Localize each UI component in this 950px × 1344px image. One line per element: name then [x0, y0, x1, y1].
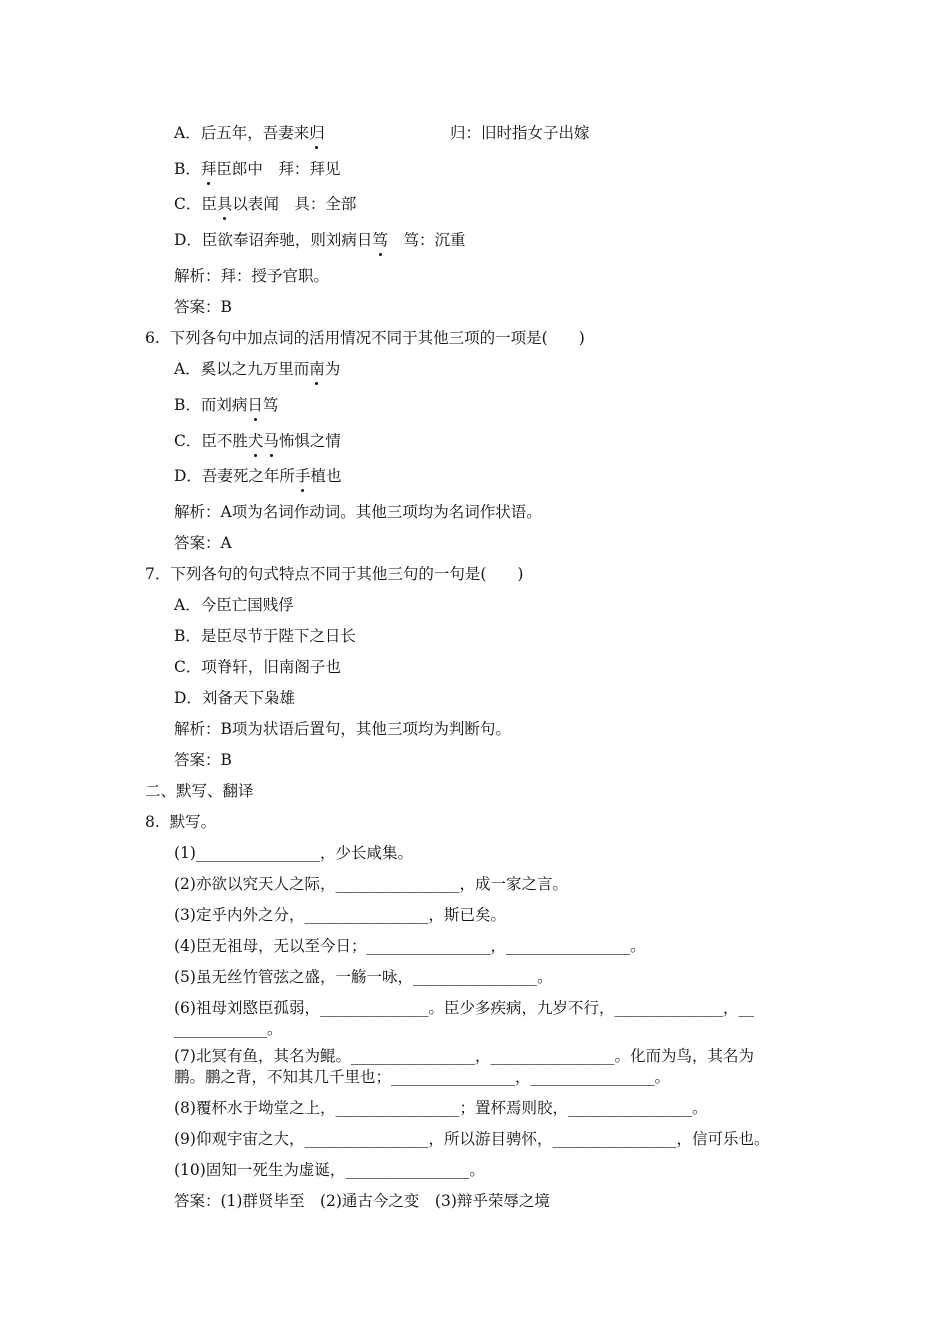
- q7-option-b: B．是臣尽节于陛下之日长: [174, 627, 356, 645]
- q8-line-6a: (6)祖母刘愍臣孤弱，______________。臣少多疾病，九岁不行，______________，__: [174, 999, 754, 1017]
- emphasis-dot-char: 归: [309, 124, 325, 142]
- q6-stem: 6. 下列各句中加点词的活用情况不同于其他三项的一项是( ): [145, 329, 585, 347]
- emphasis-dot-char: 笃: [372, 231, 388, 249]
- q5-option-d: D．臣欲奉诏奔驰，则刘病日笃 笃：沉重: [174, 231, 466, 249]
- q8-line-9: (9)仰观宇宙之大，________________，所以游目骋怀，________________，信可乐也。: [174, 1130, 770, 1148]
- emphasis-dot-char: 具: [216, 195, 233, 213]
- q6-option-b: B．而刘病日笃: [174, 396, 279, 414]
- q8-line-5: (5)虽无丝竹管弦之盛，一觞一咏，________________。: [174, 968, 553, 986]
- emphasis-dot-char: 南: [309, 360, 325, 378]
- q8-line-8: (8)覆杯水于坳堂之上，________________；置杯焉则胶，________________。: [174, 1099, 708, 1117]
- q8-line-1: (1)________________，少长咸集。: [174, 844, 413, 862]
- q8-line-4: (4)臣无祖母，无以至今日；________________，________________。: [174, 937, 646, 955]
- q6-analysis: 解析：A项为名词作动词。其他三项均为名词作状语。: [174, 503, 542, 521]
- q5-option-a-gloss: 归：旧时指女子出嫁: [450, 124, 590, 142]
- q5-answer: 答案：B: [174, 298, 232, 316]
- q8-line-10: (10)固知一死生为虚诞，________________。: [174, 1161, 485, 1179]
- q8-line-7b: 鹏。鹏之背，不知其几千里也；________________，________________。: [174, 1068, 671, 1086]
- q8-line-2: (2)亦欲以究天人之际，________________，成一家之言。: [174, 875, 568, 893]
- q5-option-c: C．臣具以表闻 具：全部: [174, 195, 357, 213]
- q5-option-b: B．拜臣郎中 拜：拜见: [174, 160, 341, 178]
- q7-answer: 答案：B: [174, 751, 232, 769]
- q5-analysis: 解析：拜：授予官职。: [174, 267, 330, 285]
- emphasis-dot-char: 犬: [247, 432, 264, 450]
- q7-stem: 7．下列各句的句式特点不同于其他三句的一句是( ): [145, 565, 524, 583]
- emphasis-dot-char: 拜: [200, 160, 217, 178]
- q6-answer: 答案：A: [174, 534, 232, 552]
- q6-option-c: C．臣不胜犬马怖惧之情: [174, 432, 341, 450]
- q6-option-a: A．奚以之九万里而南为: [174, 360, 341, 378]
- q6-option-d: D．吾妻死之年所手植也: [174, 467, 342, 485]
- q8-stem: 8. 默写。: [145, 813, 217, 831]
- q7-analysis: 解析：B项为状语后置句，其他三项均为判断句。: [174, 720, 511, 738]
- q7-option-a: A．今臣亡国贱俘: [174, 596, 294, 614]
- q7-option-c: C．项脊轩，旧南阁子也: [174, 658, 341, 676]
- section-heading: 二、默写、翻译: [145, 782, 254, 800]
- emphasis-dot-char: 马: [263, 432, 279, 450]
- q8-line-7a: (7)北冥有鱼，其名为鲲。________________，________________。化而为鸟，其名为: [174, 1047, 754, 1065]
- emphasis-dot-char: 日: [247, 396, 263, 414]
- q5-option-a: A．后五年，吾妻来归: [174, 124, 325, 142]
- q8-answer: 答案：(1)群贤毕至 (2)通古今之变 (3)辩乎荣辱之境: [174, 1192, 550, 1210]
- q8-line-6b: ____________。: [174, 1020, 283, 1038]
- q7-option-d: D．刘备天下枭雄: [174, 689, 295, 707]
- emphasis-dot-char: 手: [294, 467, 311, 485]
- q8-line-3: (3)定乎内外之分，________________，斯已矣。: [174, 906, 506, 924]
